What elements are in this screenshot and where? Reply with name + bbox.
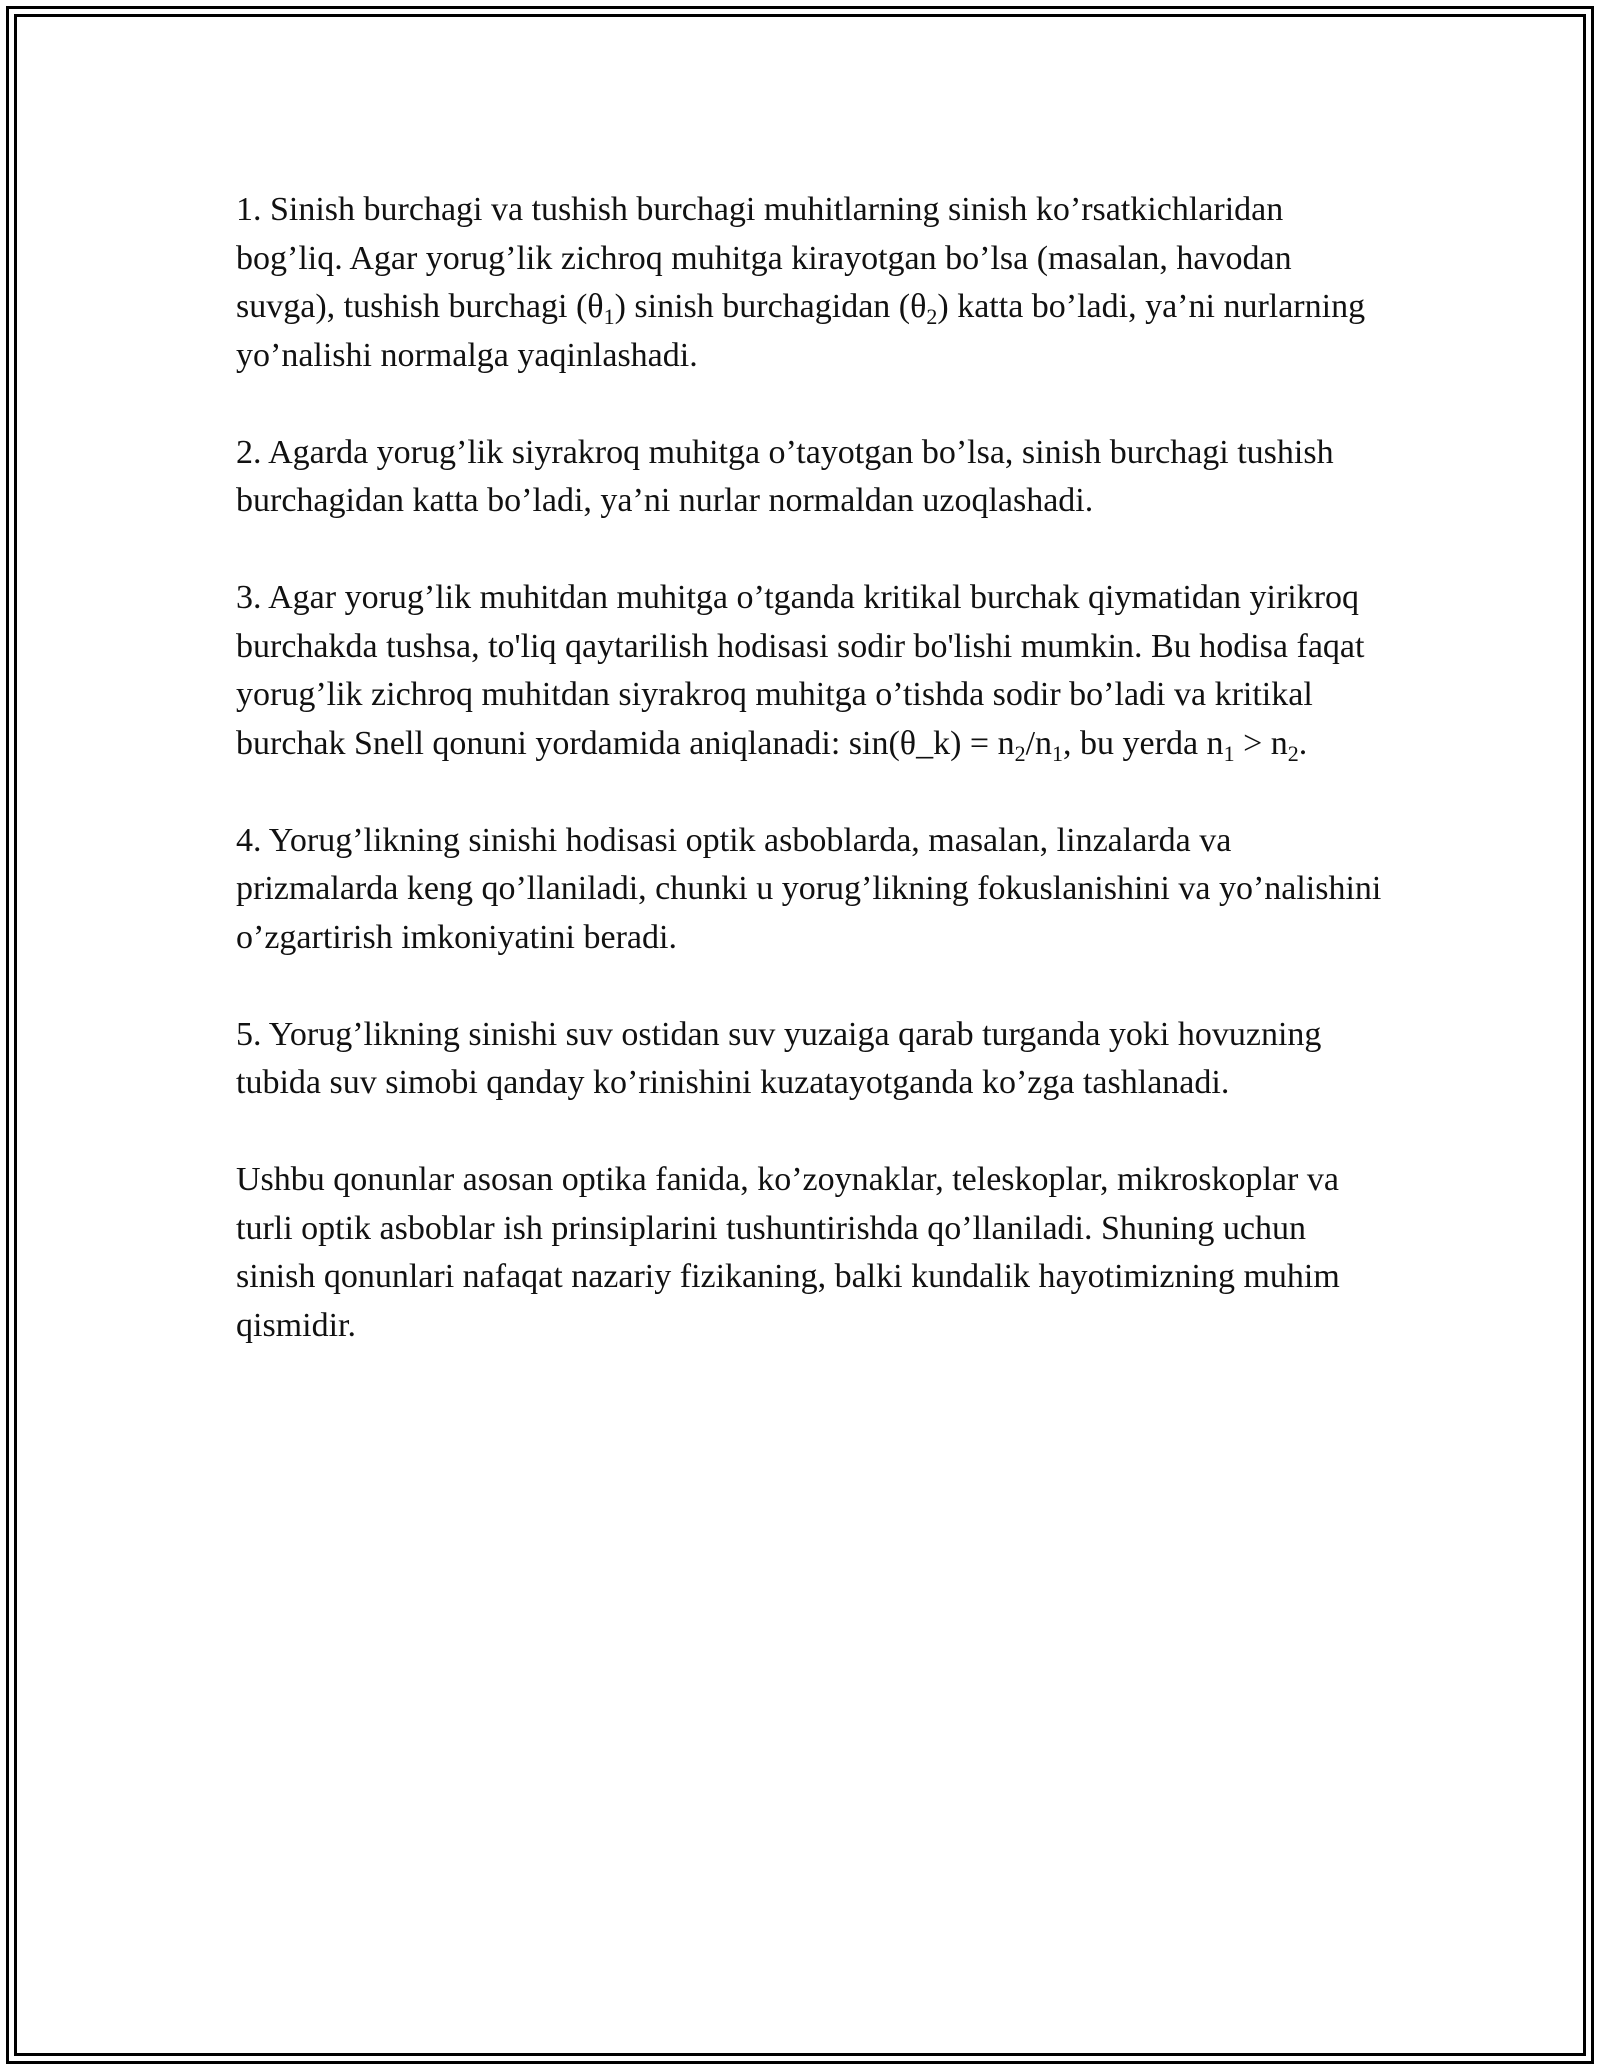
paragraph-3-text-b: /n (1025, 724, 1053, 762)
paragraph-2: 2. Agarda yorug’lik siyrakroq muhitga o’tayotgan bo’lsa, sinish burchagi tushish burchagidan katta bo’ladi, ya’ni nurlar normaldan uzoqlashadi. (236, 433, 1334, 519)
n2-subscript-inequality: 2 (1287, 740, 1299, 766)
paragraph-1-text-c: ) katta bo’ladi, ya’ni nurlarning yo’nalishi normalga yaqinlashadi. (236, 288, 1366, 374)
n2-subscript: 2 (1014, 740, 1026, 766)
paragraph-3 (236, 574, 1386, 768)
paragraph-3-text-c: , bu yerda n (1063, 724, 1224, 762)
paragraph-5: 5. Yorug’likning sinishi suv ostidan suv yuzaiga qarab turganda yoki hovuzning tubida suv simobi qanday ko’rinishini kuzatayotganda ko’zga tashlanadi. (236, 1015, 1322, 1101)
paragraph-6: Ushbu qonunlar asosan optika fanida, ko’zoynaklar, teleskoplar, mikroskoplar va turli optik asboblar ish prinsiplarini tushuntirishda qo’llaniladi. Shuning uchun sinish qonunlari nafaqat nazariy fizikaning, balki kundalik hayotimizning muhim qismidir. (236, 1161, 1340, 1344)
paragraph-3-text-e: . (1298, 724, 1308, 762)
n1-subscript-inequality: 1 (1223, 740, 1235, 766)
paragraph-4: 4. Yorug’likning sinishi hodisasi optik asboblarda, masalan, linzalarda va prizmalarda keng qo’llaniladi, chunki u yorug’likning fokuslanishini va yo’nalishini o’zgartirish imkoniyatini beradi. (236, 821, 1382, 956)
document-body (236, 186, 1386, 1399)
paragraph-3-text-a: 3. Agar yorug’lik muhitdan muhitga o’tganda kritikal burchak qiymatidan yirikroq burchakda tushsa, to'liq qaytarilish hodisasi sodir bo'lishi mumkin. Bu hodisa faqat yorug’lik zichroq muhitdan siyrakroq muhitga o’tishda sodir bo’ladi va kritikal burchak Snell qonuni yordamida aniqlanadi: sin(θ_k) = n (236, 579, 1365, 762)
theta-1-subscript: 1 (603, 304, 615, 329)
paragraph-1 (236, 186, 1386, 380)
theta-2-subscript: 2 (926, 304, 938, 329)
paragraph-1-text-b: ) sinish burchagidan (θ (614, 288, 927, 325)
paragraph-1-text-a: 1. Sinish burchagi va tushish burchagi muhitlarning sinish ko’rsatkichlaridan bog’liq. Agar yorug’lik zichroq muhitga kirayotgan bo’lsa (masalan, havodan suvga), tushish burchagi (θ (236, 191, 1292, 325)
n1-subscript: 1 (1052, 740, 1064, 766)
paragraph-3-text-d: > n (1234, 724, 1288, 762)
